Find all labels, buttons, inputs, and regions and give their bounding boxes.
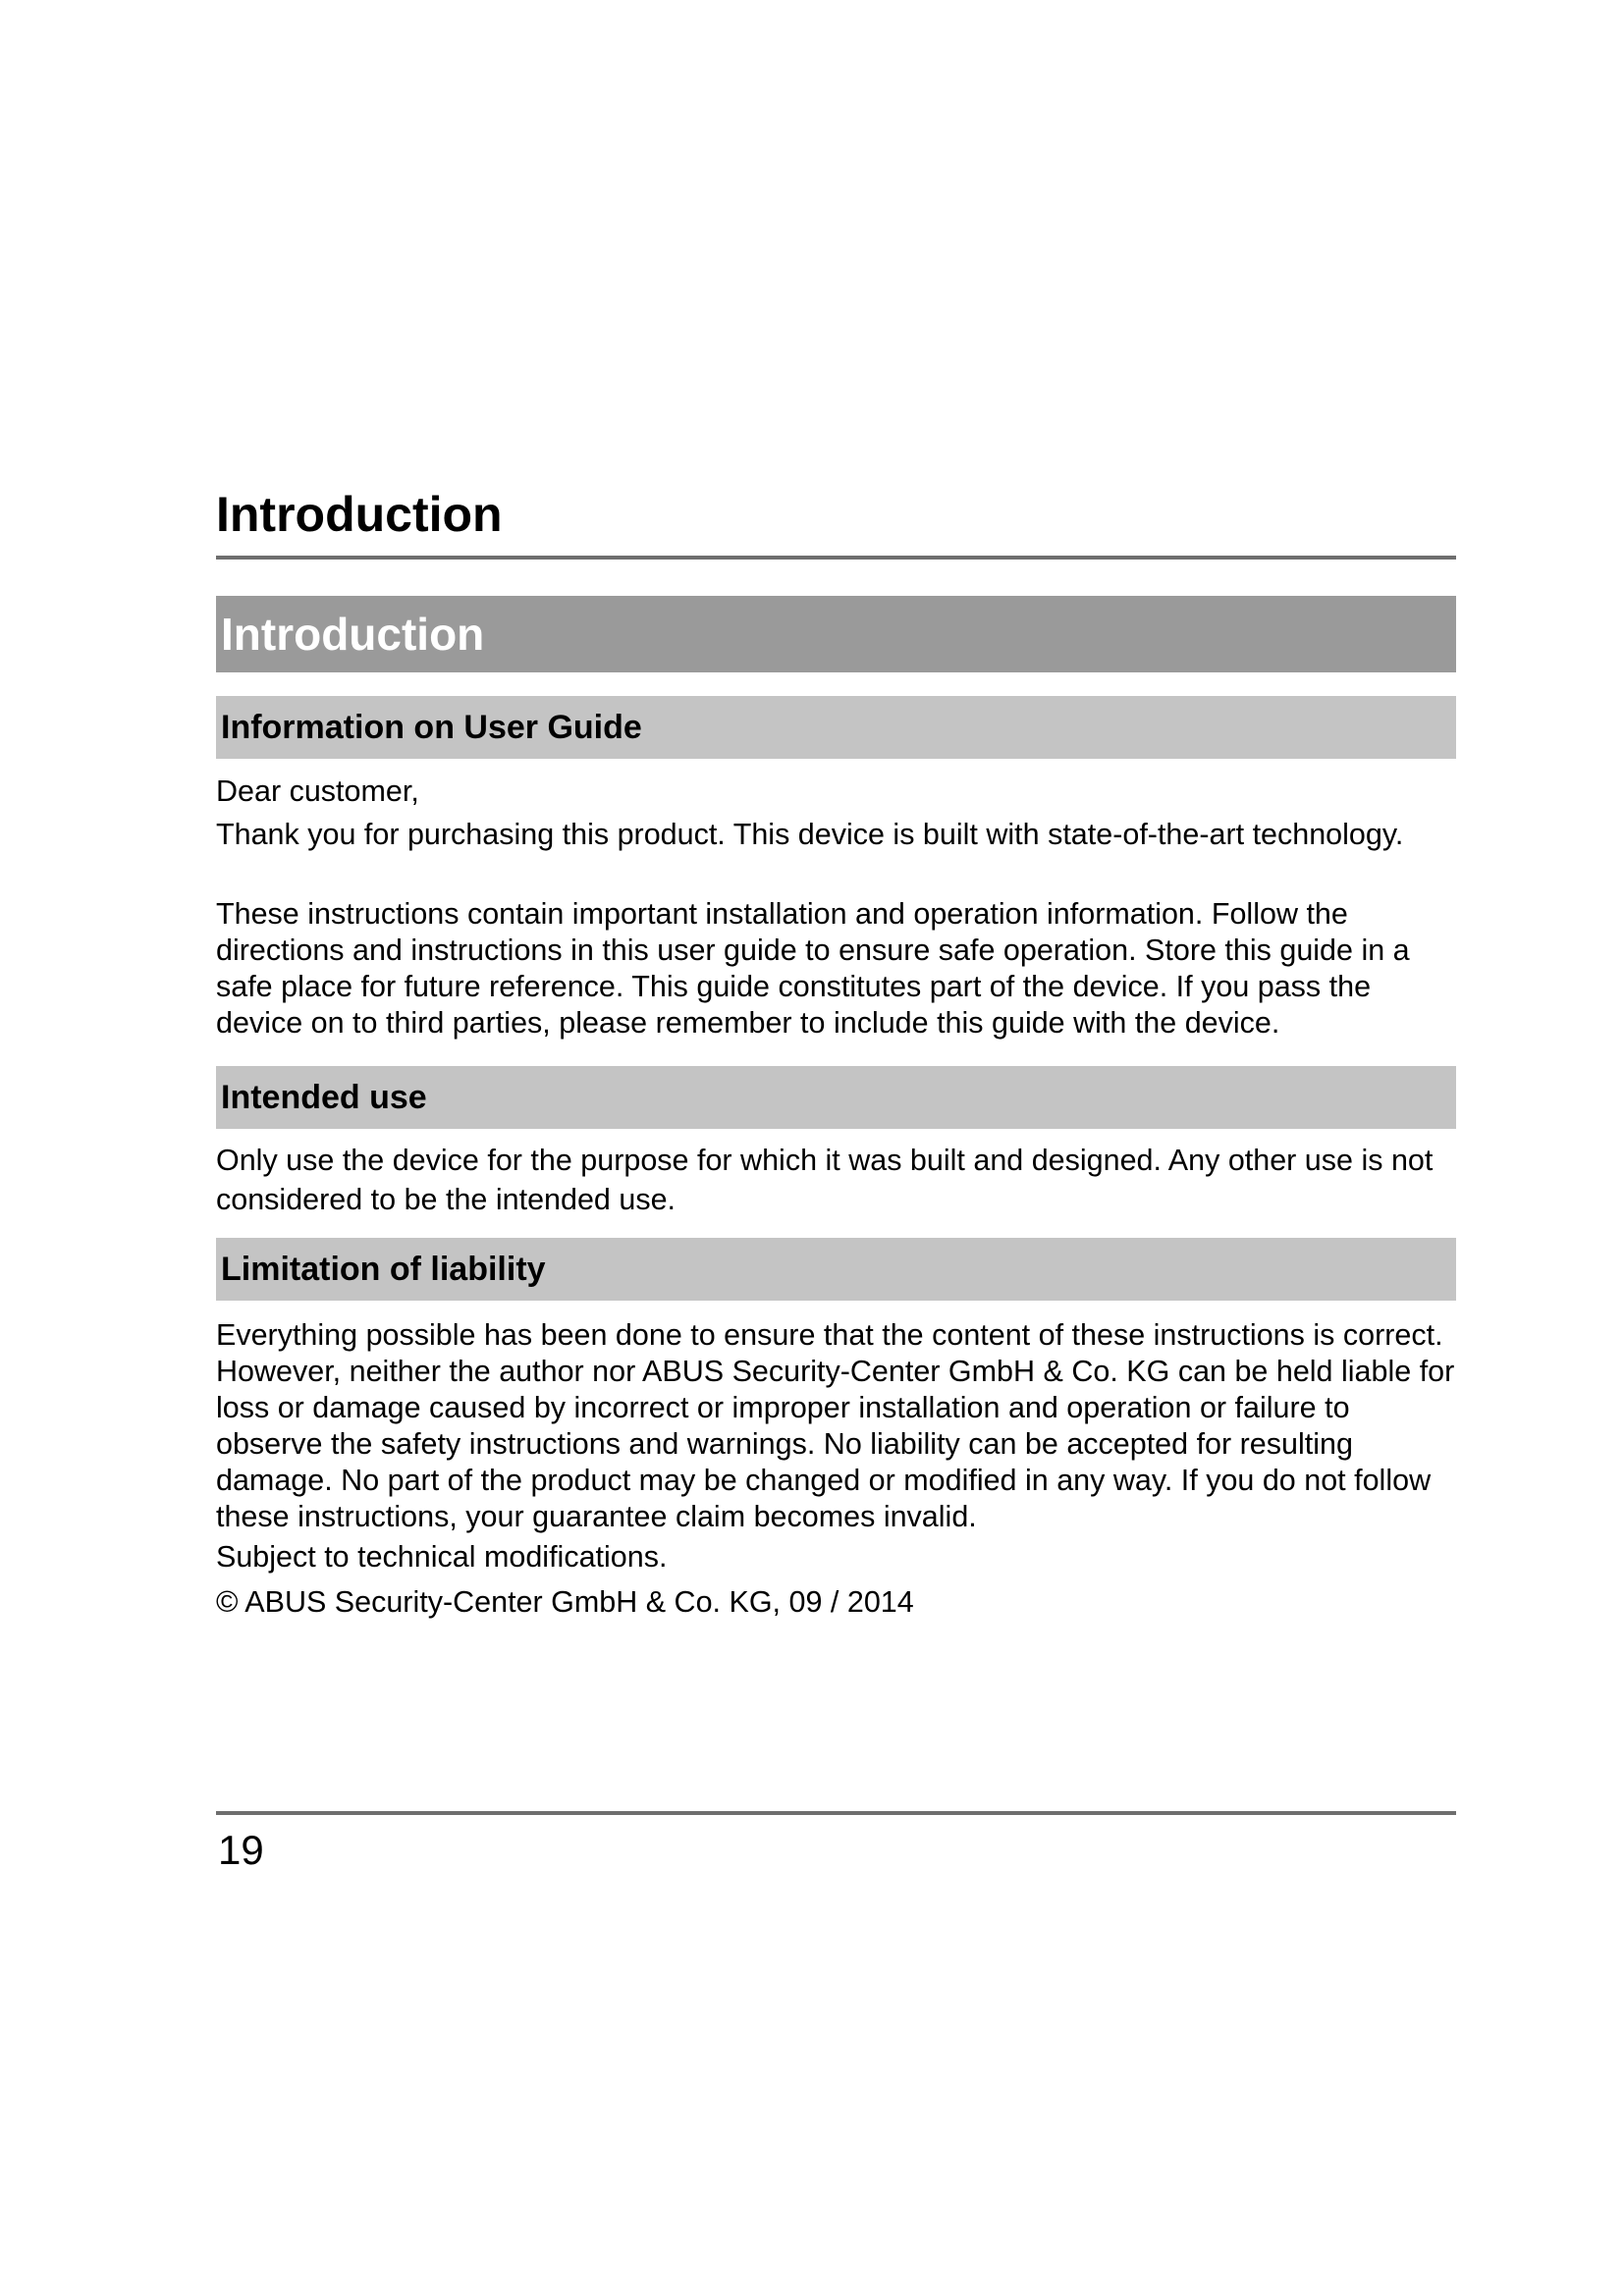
header-divider <box>216 556 1456 560</box>
chapter-title: Introduction <box>221 609 485 660</box>
salutation-text: Dear customer, <box>216 774 419 808</box>
section-title-liability: Limitation of liability <box>221 1251 546 1288</box>
page-header-title: Introduction <box>216 487 503 542</box>
section-title-intended-use: Intended use <box>221 1079 427 1116</box>
page-header <box>216 485 1456 544</box>
section-header-user-guide <box>216 696 1456 759</box>
intended-use-paragraph: Only use the device for the purpose for which it was built and designed. Any other use is not considered to be the intended use. <box>216 1144 1434 1216</box>
section-header-liability <box>216 1238 1456 1301</box>
liability-paragraph: Everything possible has been done to ensure that the content of these instructions is correct. However, neither the author nor ABUS Security-Center GmbH & Co. KG can be held liable for loss or damage caused by incorrect or improper installation and operation or failure to observe the safety instructions and warnings. No liability can be accepted for resulting damage. No part of the product may be changed or modified in any way. If you do not follow these instructions, your guarantee claim becomes invalid. <box>216 1318 1455 1533</box>
user-guide-paragraph-2: These instructions contain important installation and operation information. Follow the directions and instructions in this user guide to ensure safe operation. Store this guide in a safe place for future reference. This guide constitutes part of the device. If you pass the device on to third parties, please remember to include this guide with the device. <box>216 897 1410 1040</box>
modifications-note: Subject to technical modifications. <box>216 1540 668 1574</box>
copyright-notice: © ABUS Security-Center GmbH & Co. KG, 09 / 2014 <box>216 1585 914 1619</box>
section-header-intended-use <box>216 1066 1456 1129</box>
user-guide-paragraph-1: Thank you for purchasing this product. This device is built with state-of-the-art technology. <box>216 818 1404 851</box>
document-page <box>216 0 1456 2296</box>
chapter-banner <box>216 596 1456 672</box>
footer-divider <box>216 1811 1456 1815</box>
section-title-user-guide: Information on User Guide <box>221 709 642 746</box>
page-number: 19 <box>218 1827 264 1873</box>
